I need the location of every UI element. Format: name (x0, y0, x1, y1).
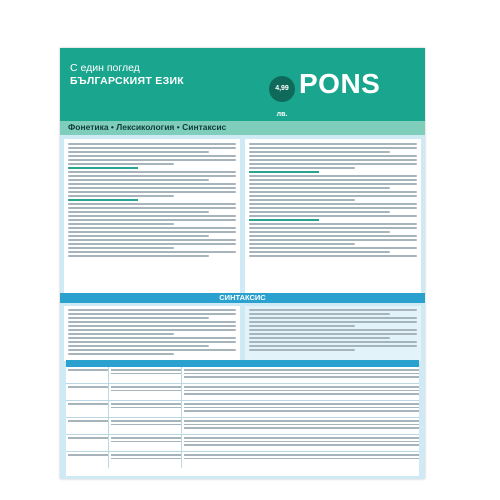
table-row (66, 435, 419, 452)
table-row (66, 452, 419, 468)
brand-logo: PONS (299, 68, 381, 99)
table-row (66, 418, 419, 435)
table-header (66, 360, 419, 367)
header-band (60, 48, 425, 121)
table-row (66, 401, 419, 418)
document-title: БЪЛГАРСКИЯТ ЕЗИК (70, 75, 185, 87)
topics-bar (60, 121, 425, 135)
topics-heading: Фонетика • Лексикология • Синтаксис (68, 122, 227, 132)
price-badge: 4,99 лв. (269, 76, 295, 102)
syntax-table (66, 360, 419, 476)
syntax-section-bar (60, 293, 425, 303)
subtitle: С един поглед (70, 62, 140, 74)
syntax-right-column (245, 306, 421, 361)
content-area (60, 135, 425, 479)
syntax-left-column (64, 306, 240, 361)
table-row (66, 384, 419, 401)
table-row (66, 367, 419, 384)
left-column (64, 139, 240, 293)
syntax-section-title: СИНТАКСИС (219, 293, 266, 302)
right-column (245, 139, 421, 293)
document-sheet (60, 48, 425, 479)
